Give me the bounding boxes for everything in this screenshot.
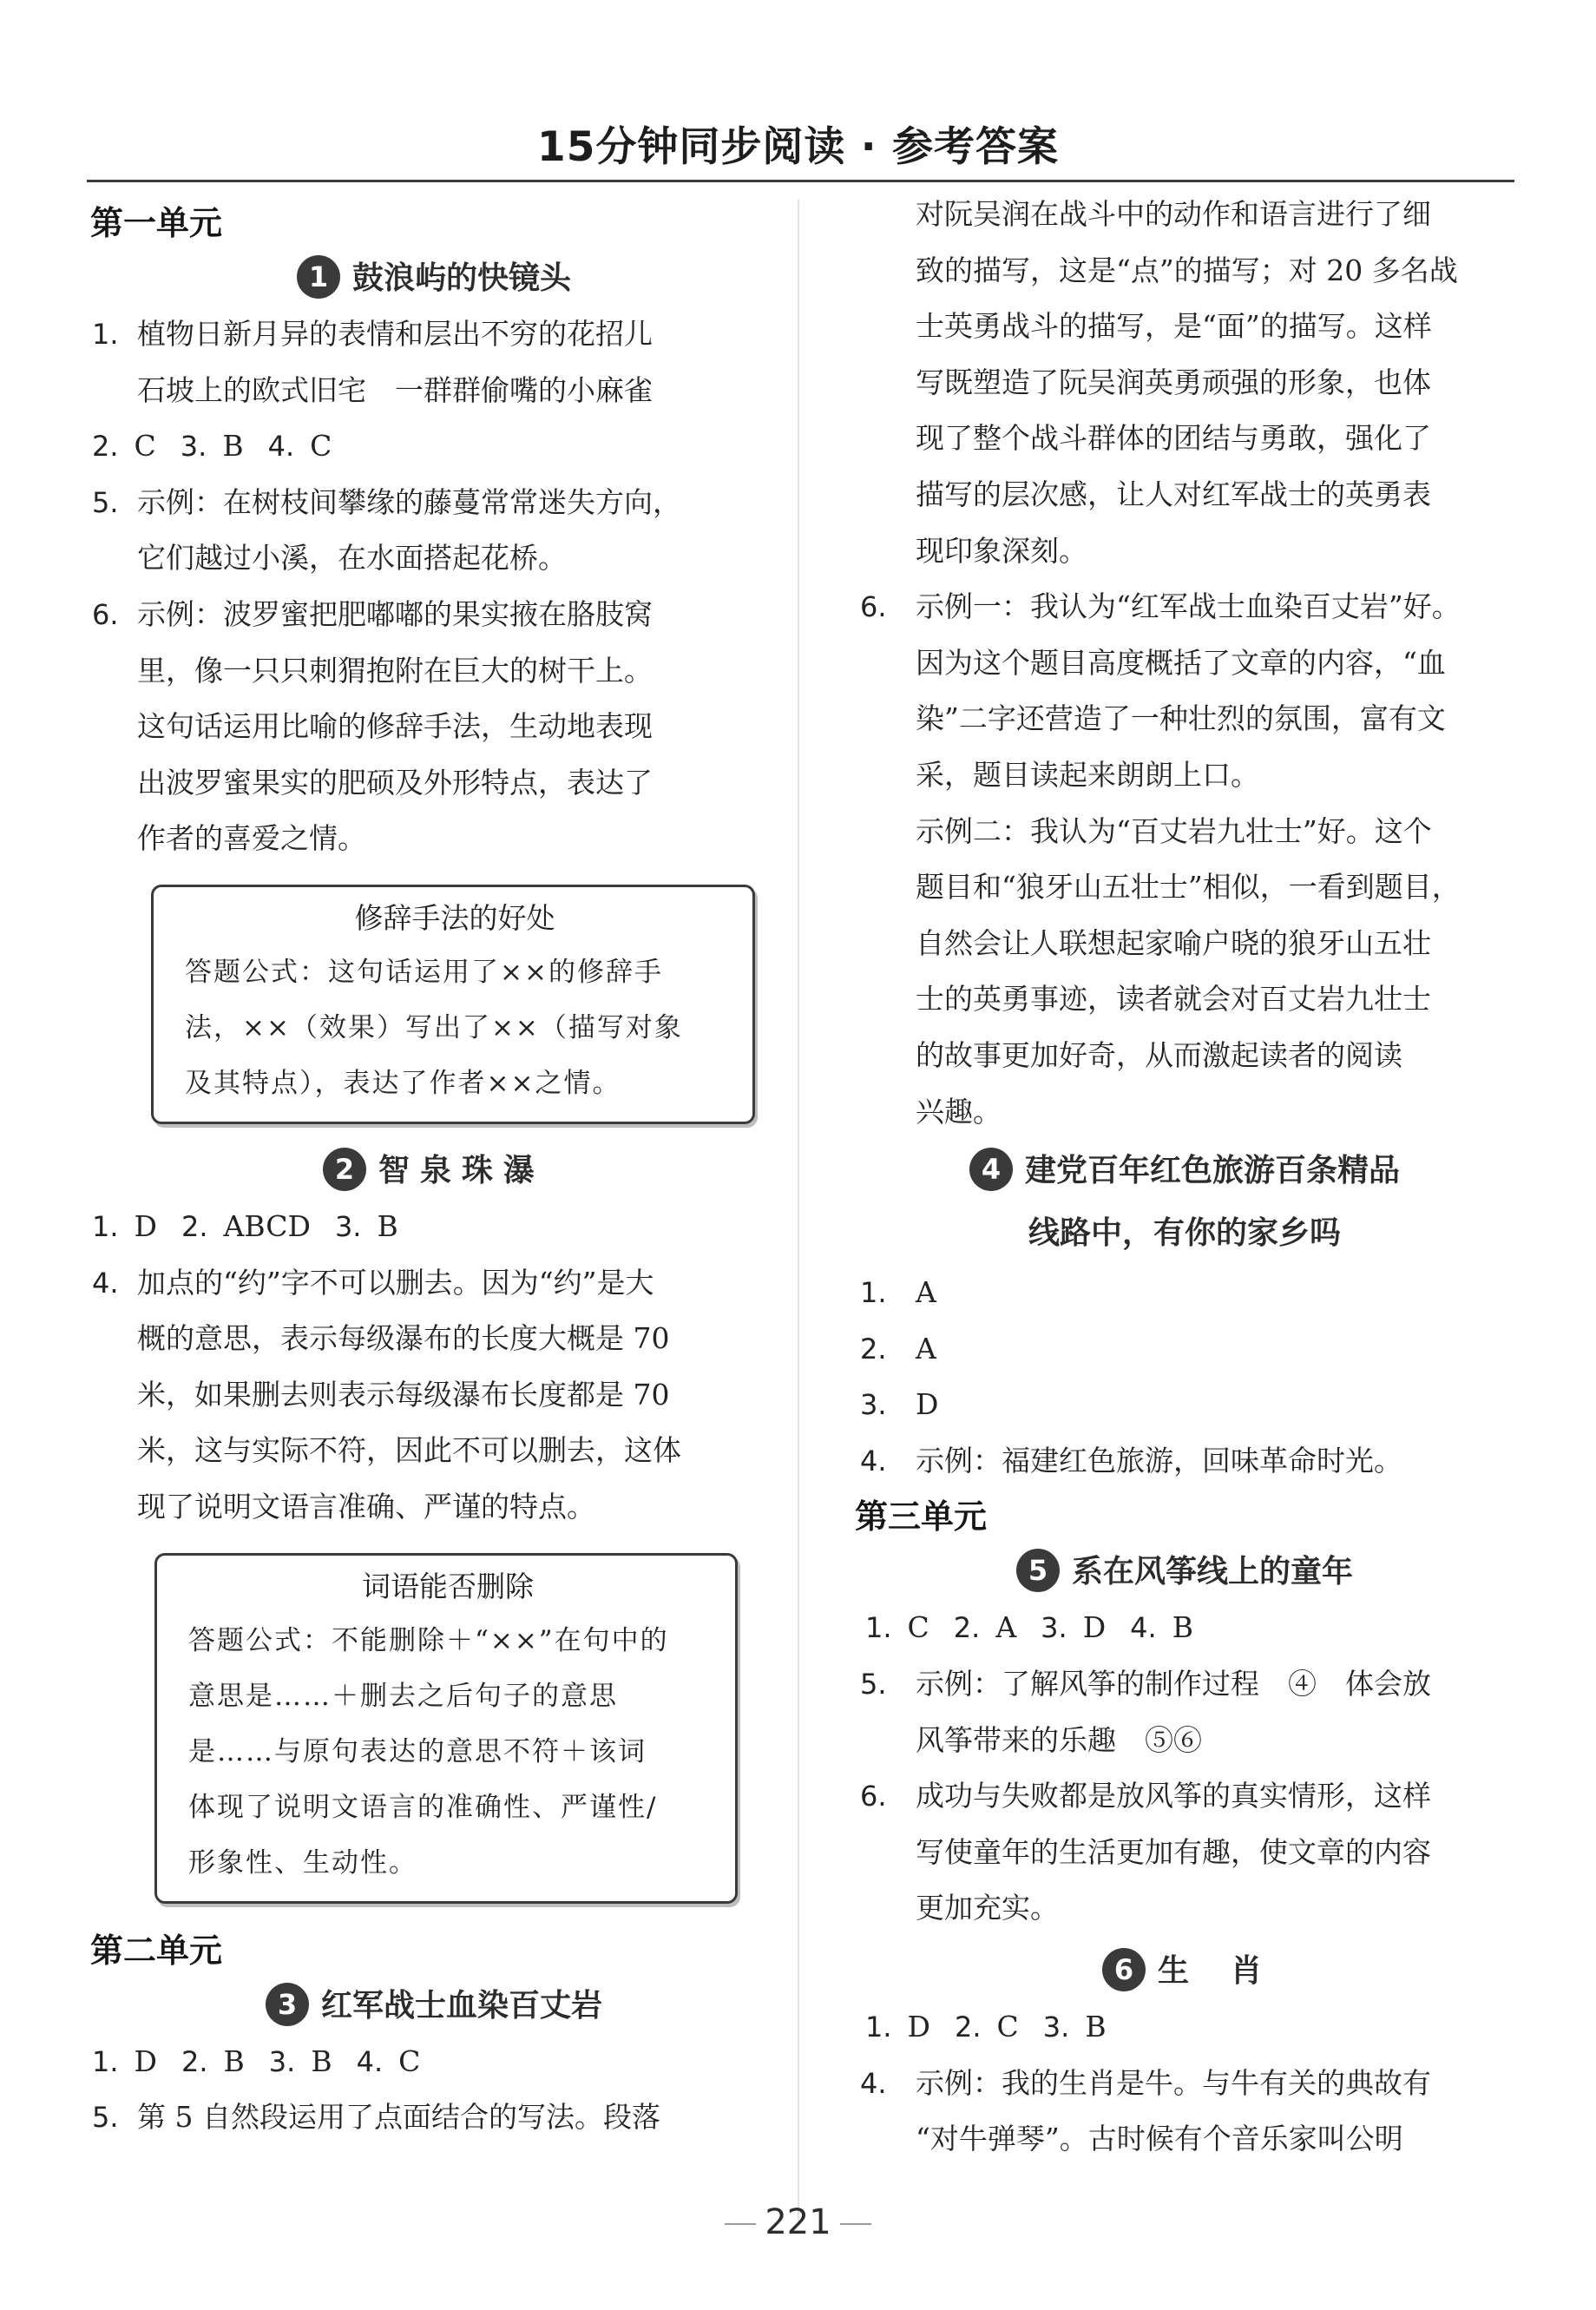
answer-item xyxy=(87,1255,781,1536)
question-number: 3. xyxy=(334,1209,362,1243)
formula-line: 不能删除＋“××”在句中的 xyxy=(332,1624,669,1656)
answer-line: 致的描写，这是“点”的描写；对 20 多名战 xyxy=(916,253,1458,287)
answer-item xyxy=(87,306,781,418)
answer-line: 因为这个题目高度概括了文章的内容，“血 xyxy=(916,645,1446,680)
answer-line: 米，这与实际不符，因此不可以删去，这体 xyxy=(137,1433,681,1468)
answer-line: 士英勇战斗的描写，是“面”的描写。这样 xyxy=(916,309,1432,344)
lesson-title xyxy=(87,251,781,306)
answer-row xyxy=(87,2034,781,2090)
answer-row xyxy=(87,418,781,475)
answer-line: 写使童年的生活更加有趣，使文章的内容 xyxy=(916,1834,1431,1869)
page-number xyxy=(0,2202,1596,2242)
answer-line: 现了整个战斗群体的团结与勇敢，强化了 xyxy=(916,421,1431,456)
answer-line: 示例一：我认为“红军战士血染百丈岩”好。 xyxy=(916,589,1461,624)
unit-heading: 第二单元 xyxy=(90,1931,223,1970)
lesson-title-text: 红军战士血染百丈岩 xyxy=(320,1987,602,2024)
answer-value: C xyxy=(134,429,156,464)
tip-box xyxy=(154,1553,738,1904)
lesson-title-text: 鼓浪屿的快镜头 xyxy=(351,260,571,296)
answer-line: 对阮吴润在战斗中的动作和语言进行了细 xyxy=(916,197,1431,231)
answer-line: 士的英勇事迹，读者就会对百丈岩九壮士 xyxy=(916,982,1431,1017)
answer-item-continued xyxy=(855,187,1514,579)
answer-line: 自然会让人联想起家喻户晓的狼牙山五壮 xyxy=(916,925,1431,960)
answer-item xyxy=(855,1768,1514,1937)
answer-line: 示例：了解风筝的制作过程 ④ 体会放 xyxy=(916,1667,1431,1701)
answer-value: C xyxy=(907,1610,929,1645)
formula-line: 体现了说明文语言的准确性、严谨性/ xyxy=(188,1791,658,1823)
answer-item xyxy=(87,2090,781,2146)
answer-item xyxy=(855,579,1514,1140)
lesson-number-badge: 4 xyxy=(969,1148,1013,1191)
lesson-title xyxy=(855,1140,1514,1265)
left-column xyxy=(87,195,781,2146)
question-number: 1. xyxy=(92,318,119,351)
answer-line: 里，像一只只刺猬抱附在巨大的树干上。 xyxy=(137,653,653,688)
answer-row xyxy=(855,1999,1514,2056)
answer-value: D xyxy=(907,2010,930,2044)
lesson-title-text: 系在风筝线上的童年 xyxy=(1071,1554,1353,1590)
question-number: 2. xyxy=(953,1611,981,1645)
answer-value: ABCD xyxy=(223,1208,311,1243)
formula-line: 法，××（效果）写出了××（描写对象 xyxy=(185,1011,683,1043)
lesson-number-badge: 1 xyxy=(297,255,340,299)
question-number: 3. xyxy=(268,2044,296,2078)
answer-line: 染”二字还营造了一种壮烈的氛围，富有文 xyxy=(916,701,1446,736)
answer-item xyxy=(855,1656,1514,1768)
lesson-number-badge: 6 xyxy=(1102,1948,1146,1991)
page-number-text: 221 xyxy=(765,2202,831,2242)
answer-line: 更加充实。 xyxy=(916,1891,1059,1925)
question-number: 6. xyxy=(860,1780,887,1813)
question-number: 4. xyxy=(860,1444,887,1477)
right-column xyxy=(855,187,1514,2168)
answer-line: 第 5 自然段运用了点面结合的写法。段落 xyxy=(137,2100,660,2135)
tip-box-body xyxy=(185,944,725,1111)
question-number: 2. xyxy=(181,1209,208,1243)
answer-value: A xyxy=(916,1331,936,1366)
answer-value: C xyxy=(398,2043,421,2078)
answer-value: D xyxy=(134,1208,157,1243)
question-number: 1. xyxy=(865,1611,892,1645)
unit-heading: 第一单元 xyxy=(90,204,223,242)
answer-item xyxy=(855,2056,1514,2168)
page-number-dash xyxy=(725,2223,756,2225)
answer-value: A xyxy=(916,1275,936,1310)
question-number: 3. xyxy=(860,1388,887,1422)
answer-line: 示例：福建红色旅游，回味革命时光。 xyxy=(916,1443,1402,1477)
column-divider xyxy=(798,200,799,2222)
formula-label: 答题公式： xyxy=(188,1624,332,1656)
answer-line: 出波罗蜜果实的肥硕及外形特点，表达了 xyxy=(137,765,653,800)
answer-line: 示例：在树枝间攀缘的藤蔓常常迷失方向， xyxy=(137,484,681,519)
tip-box-body xyxy=(188,1613,707,1891)
question-number: 4. xyxy=(1130,1611,1157,1645)
answer-line: 示例二：我认为“百丈岩九壮士”好。这个 xyxy=(916,813,1432,848)
question-number: 2. xyxy=(92,430,119,464)
answer-line: 示例：波罗蜜把肥嘟嘟的果实掖在胳肢窝 xyxy=(137,596,653,631)
question-number: 1. xyxy=(860,1276,887,1310)
question-number: 1. xyxy=(92,1209,119,1243)
question-number: 2. xyxy=(181,2044,208,2078)
answer-line: 它们越过小溪，在水面搭起花桥。 xyxy=(137,541,567,576)
lesson-number-badge: 2 xyxy=(323,1148,366,1191)
answer-row xyxy=(855,1600,1514,1656)
question-number: 2. xyxy=(860,1332,887,1366)
tip-box xyxy=(151,885,755,1124)
answer-value: C xyxy=(310,429,332,464)
answer-value: D xyxy=(134,2043,157,2078)
answer-line: 风筝带来的乐趣 ⑤⑥ xyxy=(916,1722,1202,1757)
answer-value: B xyxy=(222,429,244,464)
answer-row xyxy=(87,1199,781,1255)
answer-line: 写既塑造了阮吴润英勇顽强的形象，也体 xyxy=(916,365,1431,399)
answer-line: 示例：我的生肖是牛。与牛有关的典故有 xyxy=(916,2065,1431,2100)
formula-line: 形象性、生动性。 xyxy=(188,1846,417,1879)
question-number: 6. xyxy=(92,597,119,631)
lesson-title xyxy=(87,1978,781,2034)
page-title: 15分钟同步阅读 · 参考答案 xyxy=(537,123,1059,171)
question-number: 5. xyxy=(860,1668,887,1701)
question-number: 5. xyxy=(92,485,119,519)
answer-line: 题目和“狼牙山五壮士”相似，一看到题目， xyxy=(916,870,1461,905)
answer-line: 成功与失败都是放风筝的真实情形，这样 xyxy=(916,1779,1431,1813)
answer-value: B xyxy=(377,1208,398,1243)
answer-line: 的故事更加好奇，从而激起读者的阅读 xyxy=(916,1037,1402,1072)
answer-line: 现印象深刻。 xyxy=(916,533,1087,568)
answer-line: 这句话运用比喻的修辞手法，生动地表现 xyxy=(137,709,653,744)
formula-line: 及其特点），表达了作者××之情。 xyxy=(185,1067,621,1099)
formula-line: 是……与原句表达的意思不符＋该词 xyxy=(188,1735,647,1767)
answer-item xyxy=(855,1265,1514,1321)
answer-line: 概的意思，表示每级瀑布的长度大概是 70 xyxy=(137,1321,670,1356)
lesson-title xyxy=(855,1937,1514,1999)
answer-value: C xyxy=(996,2010,1019,2044)
answer-line: 采，题目读起来朗朗上口。 xyxy=(916,757,1259,792)
answer-value: B xyxy=(223,2043,245,2078)
formula-line: 这句话运用了××的修辞手 xyxy=(328,956,663,988)
lesson-title-text: 建党百年红色旅游百条精品 xyxy=(1024,1153,1400,1189)
unit-heading: 第三单元 xyxy=(855,1497,988,1537)
tip-box-title: 词语能否删除 xyxy=(362,1569,534,1603)
question-number: 2. xyxy=(955,2011,982,2044)
question-number: 3. xyxy=(1042,2011,1070,2044)
question-number: 3. xyxy=(180,430,207,464)
page-number-dash xyxy=(840,2223,871,2225)
lesson-number-badge: 5 xyxy=(1016,1549,1060,1592)
title-rule xyxy=(87,180,1514,182)
answer-value: A xyxy=(995,1610,1017,1645)
answer-line: 植物日新月异的表情和层出不穷的花招儿 xyxy=(137,317,653,351)
formula-label: 答题公式： xyxy=(185,956,328,988)
answer-line: 描写的层次感，让人对红军战士的英勇表 xyxy=(916,477,1431,511)
question-number: 5. xyxy=(92,2101,119,2135)
answer-item xyxy=(855,1321,1514,1378)
question-number: 4. xyxy=(92,1266,119,1300)
question-number: 1. xyxy=(865,2011,892,2044)
lesson-number-badge: 3 xyxy=(266,1983,309,2026)
lesson-title-text: 线路中，有你的家乡吗 xyxy=(1028,1215,1341,1252)
formula-line: 意思是……＋删去之后句子的意思 xyxy=(188,1680,618,1712)
answer-item xyxy=(87,587,781,867)
lesson-title-text: 智泉珠瀑 xyxy=(378,1152,545,1188)
answer-value: D xyxy=(1082,1610,1107,1645)
question-number: 3. xyxy=(1041,1611,1067,1645)
lesson-title xyxy=(87,1143,781,1199)
question-number: 1. xyxy=(92,2044,119,2078)
answer-item xyxy=(855,1377,1514,1433)
answer-item xyxy=(87,475,781,587)
lesson-title-text: 生 肖 xyxy=(1157,1953,1267,1990)
answer-line: 现了说明文语言准确、严谨的特点。 xyxy=(137,1489,595,1524)
answer-line: “对牛弹琴”。古时候有个音乐家叫公明 xyxy=(916,2122,1403,2156)
answer-line: 作者的喜爱之情。 xyxy=(137,821,366,856)
answer-line: 兴趣。 xyxy=(916,1094,1002,1129)
answer-line: 米，如果删去则表示每级瀑布长度都是 70 xyxy=(137,1377,670,1412)
question-number: 4. xyxy=(356,2044,384,2078)
answer-value: B xyxy=(1085,2010,1107,2044)
answer-value: D xyxy=(916,1387,939,1422)
answer-value: B xyxy=(311,2043,332,2078)
answer-line: 加点的“约”字不可以删去。因为“约”是大 xyxy=(137,1265,654,1300)
answer-value: B xyxy=(1172,1610,1193,1645)
question-number: 4. xyxy=(860,2066,887,2100)
lesson-title xyxy=(855,1544,1514,1600)
answer-line: 石坡上的欧式旧宅 一群群偷嘴的小麻雀 xyxy=(137,372,653,407)
tip-box-title: 修辞手法的好处 xyxy=(354,900,555,935)
question-number: 4. xyxy=(267,430,295,464)
answer-item xyxy=(855,1433,1514,1490)
question-number: 6. xyxy=(860,590,887,624)
